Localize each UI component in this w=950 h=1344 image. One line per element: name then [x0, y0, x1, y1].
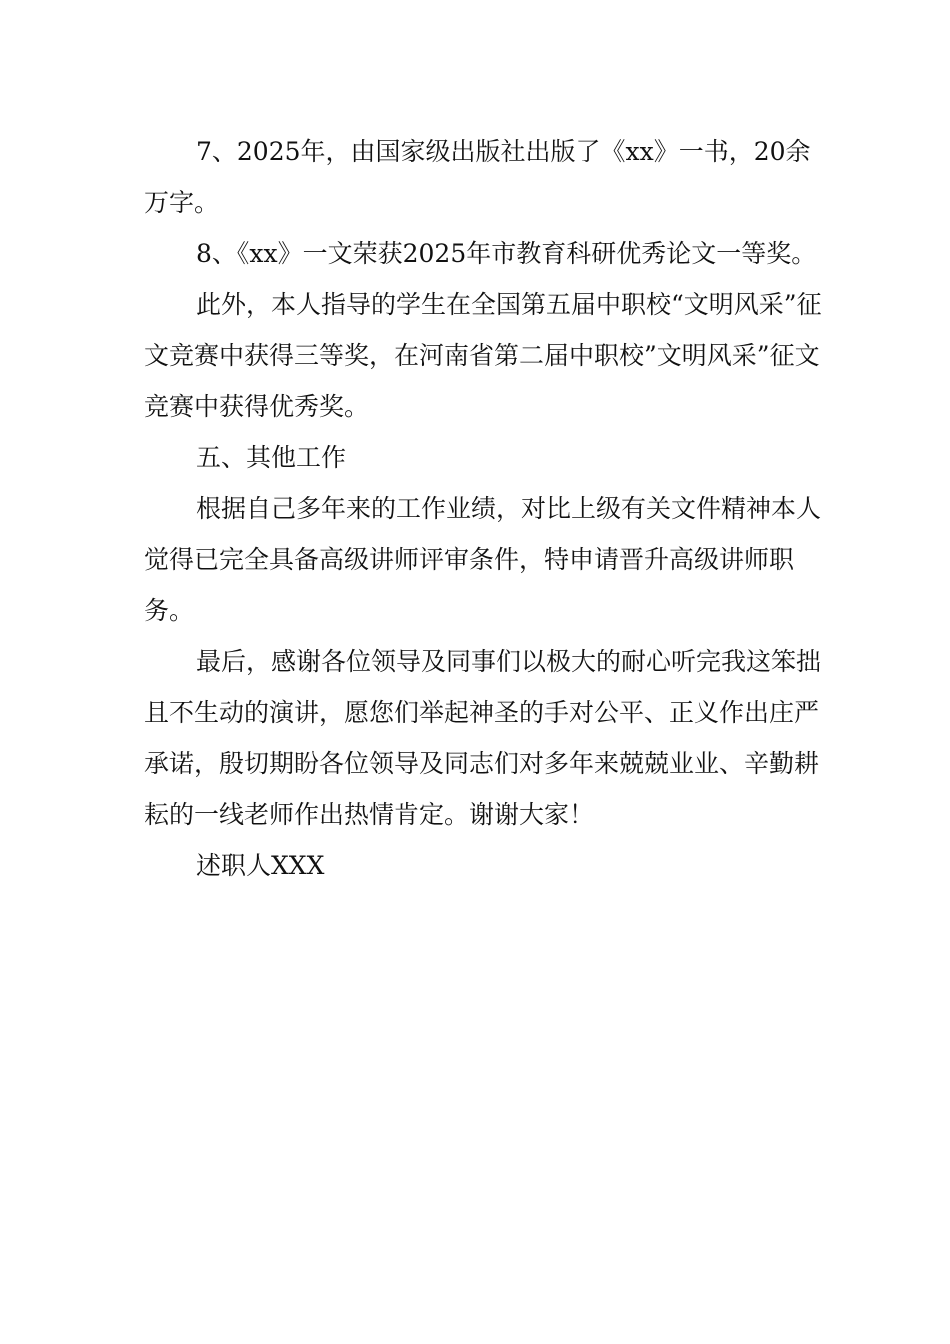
paragraph-award: 8、《xx》一文荣获2025年市教育科研优秀论文一等奖。: [196, 239, 817, 268]
paragraph-closing: 最后，感谢各位领导及同事们以极大的耐心听完我这笨拙且不生动的演讲，愿您们举起神圣的手对公平、正义作出庄严承诺，殷切期盼各位领导及同志们对多年来兢兢业业、辛勤耕耘的一线老师作出热情肯定。谢谢大家！: [144, 647, 822, 829]
section-heading-other-work: 五、其他工作: [196, 443, 347, 472]
paragraph-student-awards: 此外，本人指导的学生在全国第五届中职校“文明风采”征文竞赛中获得三等奖，在河南省第二届中职校”文明风采”征文竞赛中获得优秀奖。: [144, 290, 822, 421]
signature-line: 述职人XXX: [196, 851, 325, 880]
paragraph-publication: 7、2025年，由国家级出版社出版了《xx》一书，20余万字。: [144, 137, 811, 217]
paragraph-application: 根据自己多年来的工作业绩，对比上级有关文件精神本人觉得已完全具备高级讲师评审条件，特申请晋升高级讲师职务。: [144, 494, 822, 625]
document-body: [144, 126, 824, 891]
